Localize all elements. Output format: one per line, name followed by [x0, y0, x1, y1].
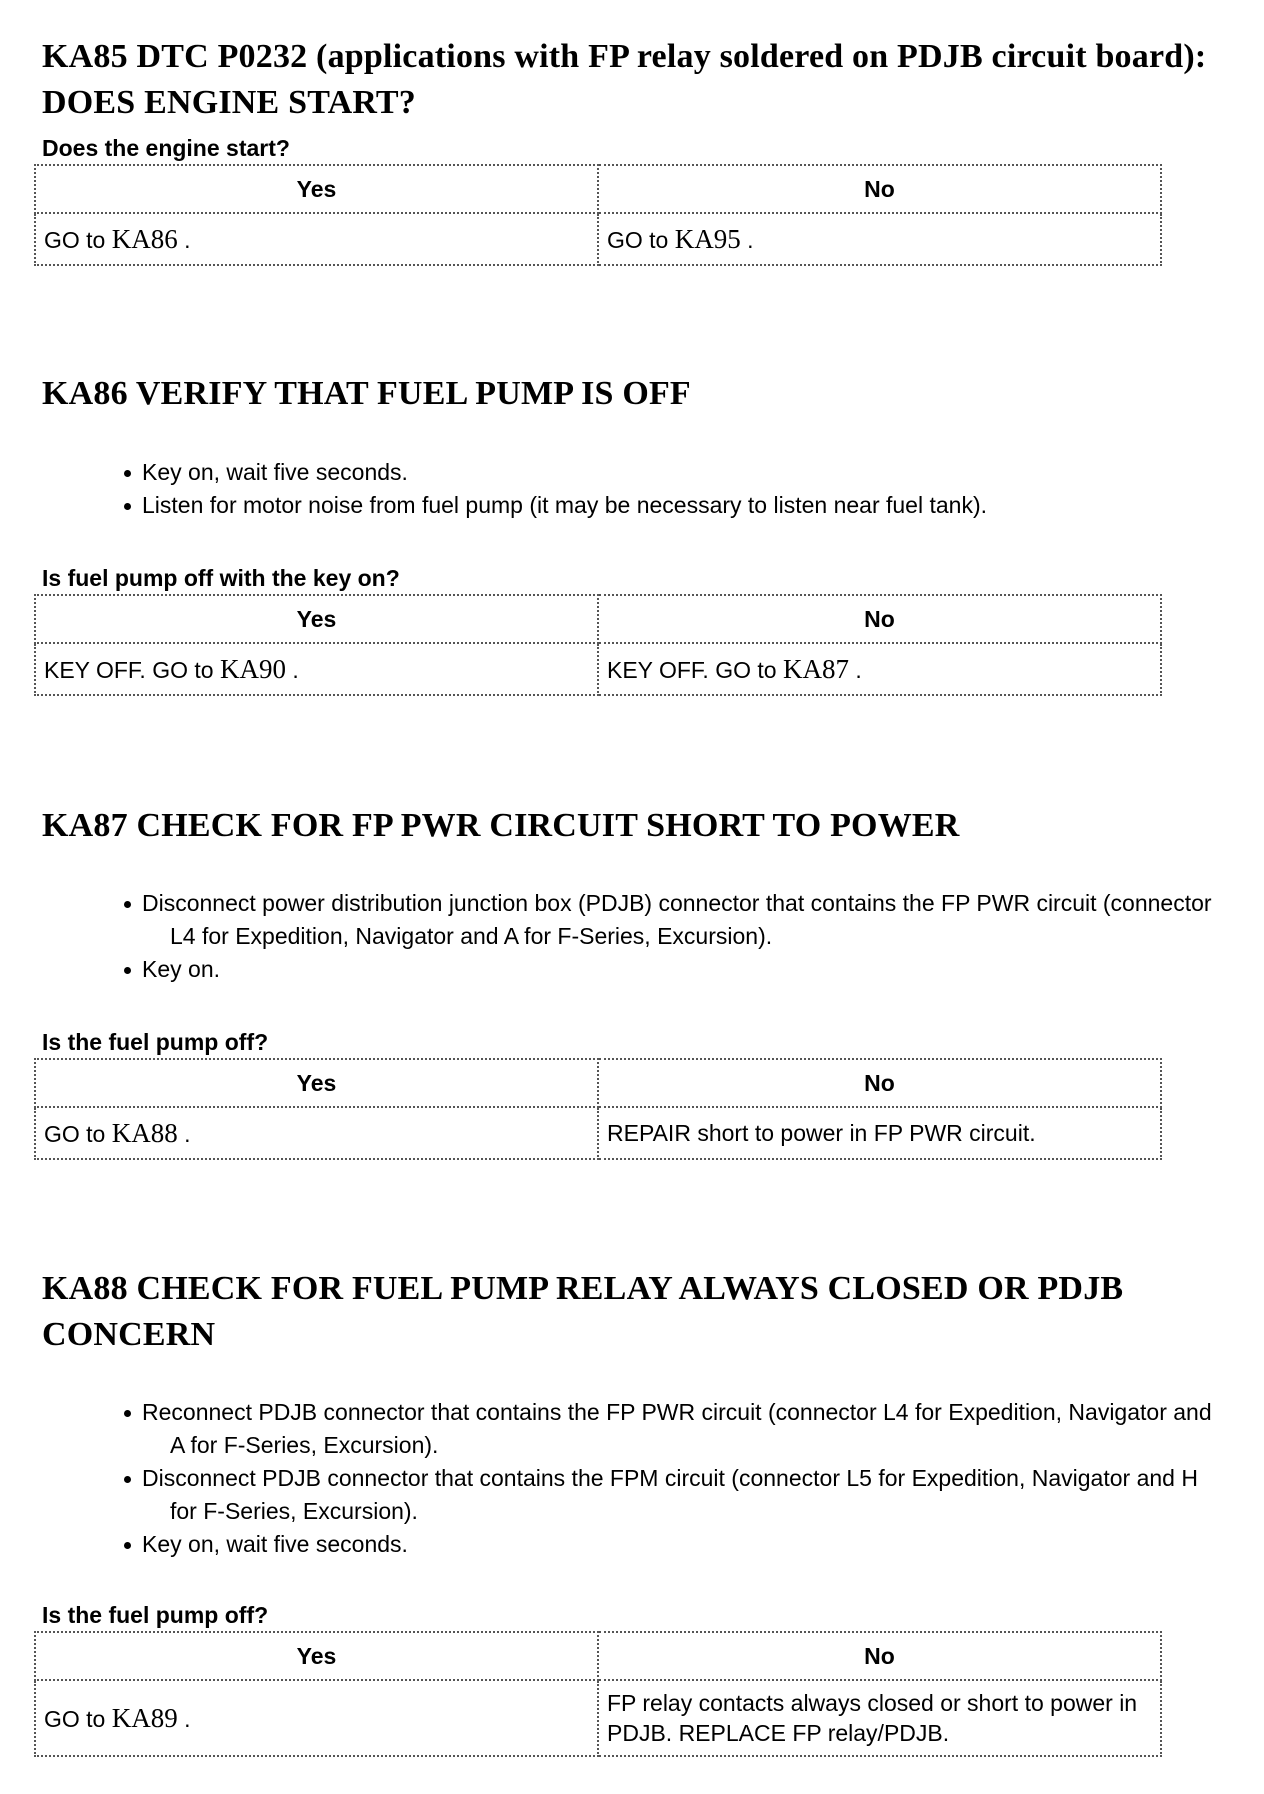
no-header: No: [598, 595, 1161, 643]
instruction-list: [124, 887, 1224, 986]
table-header-row: [35, 595, 1161, 643]
list-item: Key on, wait five seconds.: [124, 1528, 1224, 1561]
list-item: Disconnect PDJB connector that contains the FPM circuit (connector L5 for Expedition, Navigator and H for F-Series, Excursion).: [124, 1462, 1224, 1528]
yes-header: Yes: [35, 1632, 598, 1680]
yes-cell: [35, 643, 598, 695]
instruction-list: [124, 456, 1224, 522]
list-item: Reconnect PDJB connector that contains the FP PWR circuit (connector L4 for Expedition, Navigator and A for F-Series, Excursion).: [124, 1396, 1224, 1462]
yes-prefix: GO to: [44, 226, 112, 253]
table-header-row: [35, 1059, 1161, 1107]
question-text: Is the fuel pump off?: [42, 1602, 269, 1628]
bullet-icon: [124, 901, 131, 908]
step-link-ka86[interactable]: KA86: [111, 223, 178, 254]
yes-header: Yes: [35, 1059, 598, 1107]
yes-cell: [35, 1680, 598, 1756]
section-heading: KA85 DTC P0232 (applications with FP relay soldered on PDJB circuit board): DOES ENGINE START?: [42, 38, 1207, 121]
no-cell: REPAIR short to power in FP PWR circuit.: [598, 1107, 1161, 1159]
bullet-icon: [124, 470, 131, 477]
yes-cell: [35, 213, 598, 265]
yes-suffix: .: [177, 226, 191, 253]
step-link-ka88[interactable]: KA88: [111, 1117, 178, 1148]
yes-cell: [35, 1107, 598, 1159]
section-heading: KA88 CHECK FOR FUEL PUMP RELAY ALWAYS CLOSED OR PDJB CONCERN: [42, 1270, 1124, 1353]
question-text: Is the fuel pump off?: [42, 1029, 269, 1055]
answer-table: [34, 594, 1162, 696]
list-item: Key on, wait five seconds.: [124, 456, 1224, 489]
bullet-icon: [124, 1542, 131, 1549]
question-text: Does the engine start?: [42, 135, 290, 161]
yes-suffix: .: [285, 656, 299, 683]
table-row: [35, 1680, 1161, 1756]
yes-prefix: KEY OFF. GO to: [44, 656, 220, 683]
step-link-ka87[interactable]: KA87: [782, 653, 849, 684]
no-suffix: .: [740, 226, 754, 253]
list-item: Key on.: [124, 953, 1224, 986]
no-header: No: [598, 165, 1161, 213]
answer-table: [34, 1631, 1162, 1757]
no-prefix: GO to: [607, 226, 675, 253]
yes-header: Yes: [35, 165, 598, 213]
no-cell: FP relay contacts always closed or short to power in PDJB. REPLACE FP relay/PDJB.: [598, 1680, 1161, 1756]
step-link-ka95[interactable]: KA95: [674, 223, 741, 254]
table-header-row: [35, 165, 1161, 213]
table-row: [35, 213, 1161, 265]
no-prefix: KEY OFF. GO to: [607, 656, 783, 683]
yes-prefix: GO to: [44, 1120, 112, 1147]
table-header-row: [35, 1632, 1161, 1680]
step-link-ka89[interactable]: KA89: [111, 1702, 178, 1733]
no-suffix: .: [848, 656, 862, 683]
table-row: [35, 643, 1161, 695]
answer-table: [34, 164, 1162, 266]
yes-suffix: .: [177, 1705, 191, 1732]
yes-suffix: .: [177, 1120, 191, 1147]
instruction-list: [124, 1396, 1224, 1561]
bullet-icon: [124, 1476, 131, 1483]
list-item: Disconnect power distribution junction box (PDJB) connector that contains the FP PWR circuit (connector L4 for Expedition, Navigator and A for F-Series, Excursion).: [124, 887, 1224, 953]
no-cell: [598, 213, 1161, 265]
no-header: No: [598, 1632, 1161, 1680]
table-row: [35, 1107, 1161, 1159]
yes-header: Yes: [35, 595, 598, 643]
bullet-icon: [124, 503, 131, 510]
bullet-icon: [124, 967, 131, 974]
no-cell: [598, 643, 1161, 695]
step-link-ka90[interactable]: KA90: [219, 653, 286, 684]
section-heading: KA87 CHECK FOR FP PWR CIRCUIT SHORT TO POWER: [42, 807, 960, 844]
bullet-icon: [124, 1410, 131, 1417]
question-text: Is fuel pump off with the key on?: [42, 565, 400, 591]
list-item: Listen for motor noise from fuel pump (it may be necessary to listen near fuel tank).: [124, 489, 1224, 522]
no-header: No: [598, 1059, 1161, 1107]
section-heading: KA86 VERIFY THAT FUEL PUMP IS OFF: [42, 375, 691, 412]
answer-table: [34, 1058, 1162, 1160]
yes-prefix: GO to: [44, 1705, 112, 1732]
